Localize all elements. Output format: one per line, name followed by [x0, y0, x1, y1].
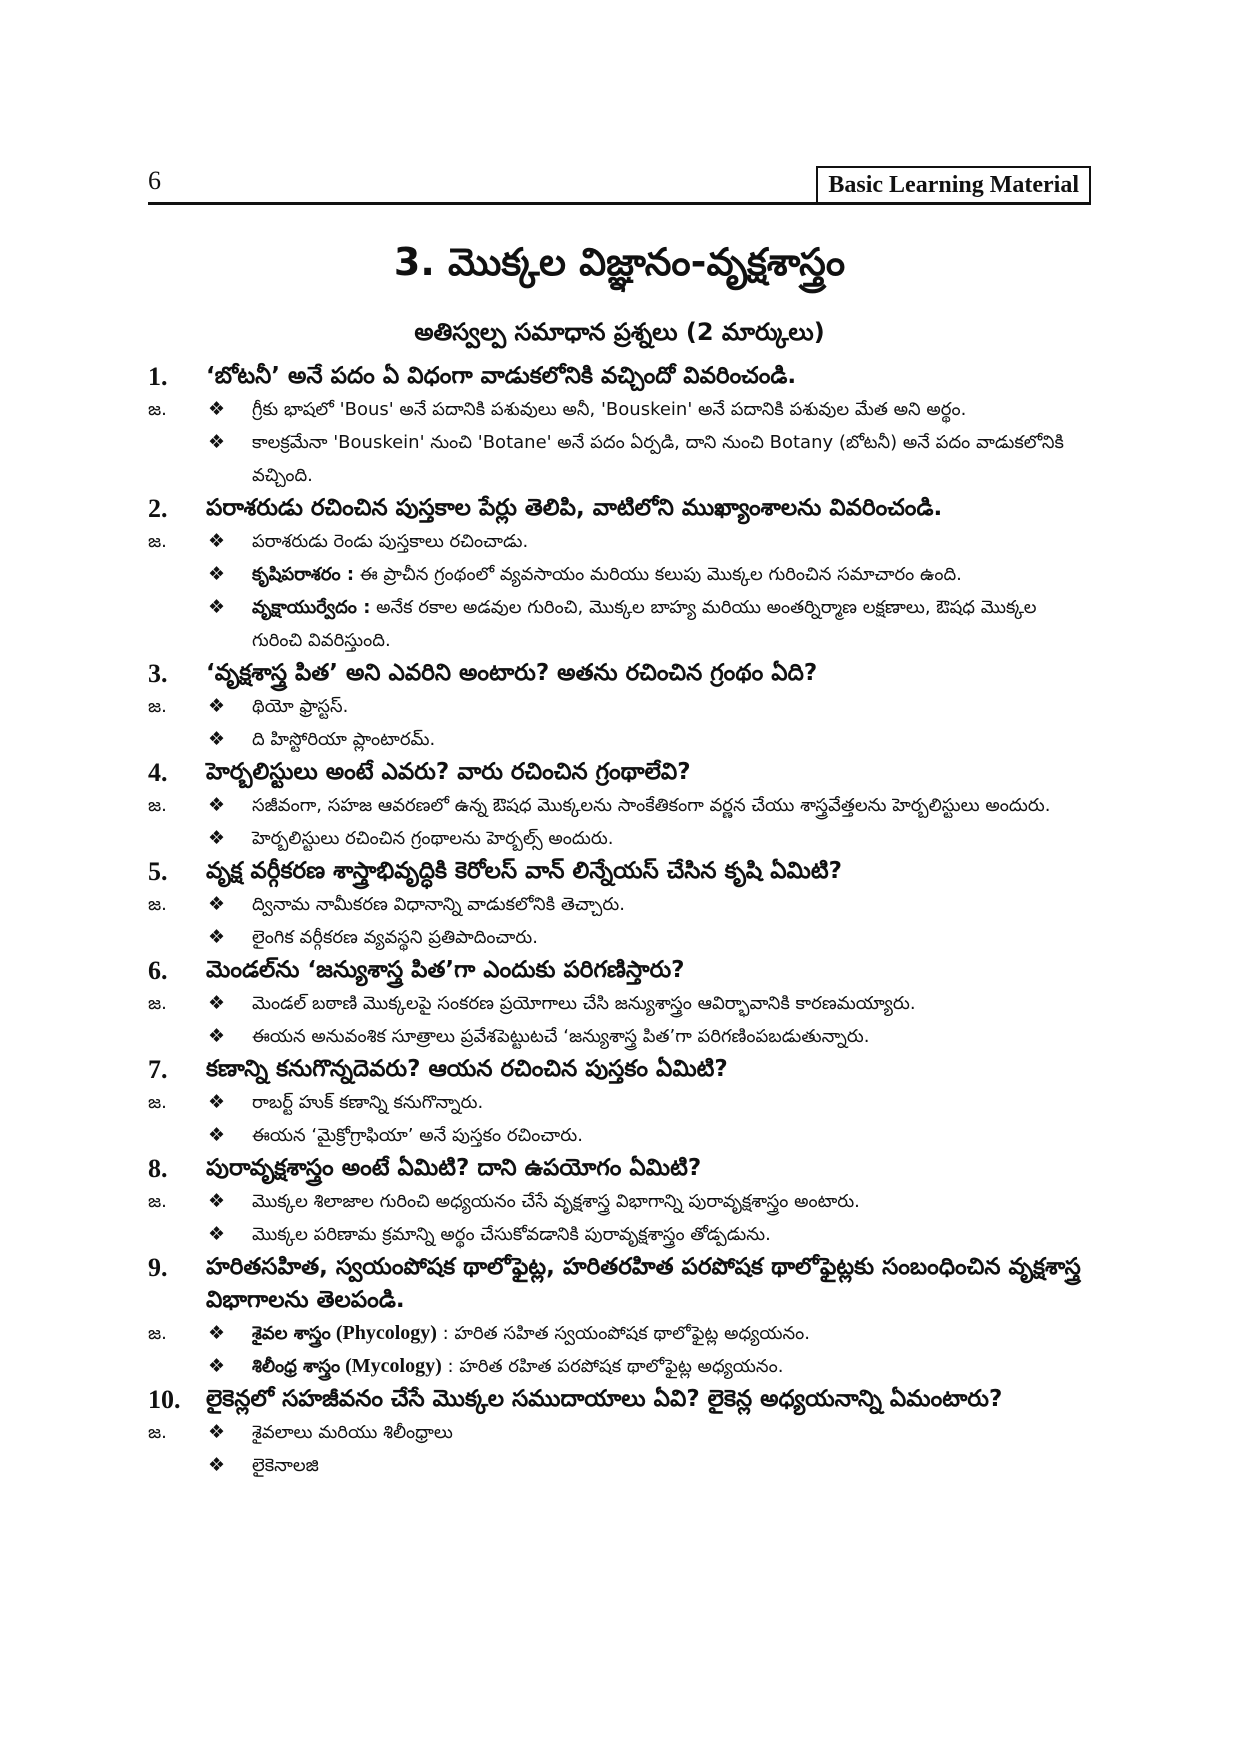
question-text: హెర్బలిస్టులు అంటే ఎవరు? వారు రచించిన గ్రంథాలేవి? [206, 759, 691, 785]
answer-latin-term: (Phycology) [330, 1322, 437, 1344]
question-number: 1. [148, 362, 168, 391]
question-item [148, 1251, 1091, 1317]
answer-label: జ. [148, 399, 167, 420]
answer-text: మొక్కల శిలాజాల గురించి అధ్యయనం చేసే వృక్షశాస్త్ర విభాగాన్ని పురావృక్షశాస్త్రం అంటారు. [252, 1191, 860, 1212]
question-number: 5. [148, 857, 168, 886]
chapter-title: 3. మొక్కల విజ్ఞానం-వృక్షశాస్త్రం [393, 240, 846, 284]
answer-label: జ. [148, 696, 167, 717]
answer-text: శైవలాలు మరియు శిలీంధ్రాలు [252, 1422, 453, 1443]
answer-item [148, 1416, 1091, 1449]
answer-text: రాబర్ట్ హుక్ కణాన్ని కనుగొన్నారు. [252, 1092, 484, 1113]
answer-text: : హరిత సహిత స్వయంపోషక థాలోఫైట్ల అధ్యయనం. [436, 1323, 810, 1344]
answer-item [148, 987, 1091, 1020]
answer-text: ఈ ప్రాచీన గ్రంథంలో వ్యవసాయం మరియు కలుపు మొక్కల గురించిన సమాచారం ఉంది. [354, 564, 962, 585]
answer-item [148, 1119, 1091, 1152]
answer-term: శిలీంధ్ర శాస్త్రం [252, 1356, 341, 1377]
diamond-bullet-icon: ❖ [208, 794, 226, 816]
answer-item [148, 723, 1091, 756]
answer-text: పరాశరుడు రెండు పుస్తకాలు రచించాడు. [252, 531, 529, 552]
diamond-bullet-icon: ❖ [208, 1223, 226, 1245]
diamond-bullet-icon: ❖ [208, 992, 226, 1014]
question-item [148, 1152, 1091, 1185]
question-text: హరితసహిత, స్వయంపోషక థాలోఫైట్ల, హరితరహిత పరపోషక థాలోఫైట్లకు సంబంధించిన వృక్షశాస్త్ర విభాగాలను తెలపండి. [206, 1254, 1081, 1313]
answer-text: గ్రీకు భాషలో 'Bous' అనే పదానికి పశువులు అనీ, 'Bouskein' అనే పదానికి పశువుల మేత అని అర్థం. [252, 399, 967, 420]
answer-text: ఈయన అనువంశిక సూత్రాలు ప్రవేశపెట్టుటచే ‘జన్యుశాస్త్ర పిత’గా పరిగణింపబడుతున్నారు. [252, 1026, 870, 1047]
answer-text: కాలక్రమేనా 'Bouskein' నుంచి 'Botane' అనే పదం ఏర్పడి, దాని నుంచి Botany (బోటనీ) అనే పదం వాడుకలోనికి వచ్చింది. [252, 432, 1064, 486]
diamond-bullet-icon: ❖ [208, 1421, 226, 1443]
diamond-bullet-icon: ❖ [208, 431, 226, 453]
question-item [148, 855, 1091, 888]
answer-text: మెండల్ బఠాణి మొక్కలపై సంకరణ ప్రయోగాలు చేసి జన్యుశాస్త్రం ఆవిర్భావానికి కారణమయ్యారు. [252, 993, 916, 1014]
answer-label: జ. [148, 1323, 167, 1344]
question-item [148, 1053, 1091, 1086]
answer-label: జ. [148, 1191, 167, 1212]
answer-text: లైంగిక వర్గీకరణ వ్యవస్థని ప్రతిపాదించారు. [252, 927, 539, 948]
answer-item [148, 1317, 1091, 1350]
answer-item [148, 426, 1091, 492]
answer-term: కృషిపరాశరం : [252, 564, 355, 585]
answer-label: జ. [148, 531, 167, 552]
question-item [148, 492, 1091, 525]
answer-text: లైకెనాలజి [252, 1455, 319, 1476]
diamond-bullet-icon: ❖ [208, 1124, 226, 1146]
answer-text: ద్వినామ నామీకరణ విధానాన్ని వాడుకలోనికి తెచ్చారు. [252, 894, 625, 915]
question-number: 2. [148, 494, 168, 523]
answer-item [148, 789, 1091, 822]
diamond-bullet-icon: ❖ [208, 563, 226, 585]
question-number: 3. [148, 659, 168, 688]
answer-text: ది హిస్టోరియా ప్లాంటారమ్. [252, 729, 436, 750]
question-item [148, 1383, 1091, 1416]
question-text: పురావృక్షశాస్త్రం అంటే ఏమిటి? దాని ఉపయోగం ఏమిటి? [206, 1155, 702, 1181]
diamond-bullet-icon: ❖ [208, 728, 226, 750]
answer-item [148, 1185, 1091, 1218]
book-label: Basic Learning Material [816, 166, 1091, 202]
diamond-bullet-icon: ❖ [208, 1025, 226, 1047]
diamond-bullet-icon: ❖ [208, 530, 226, 552]
answer-term: వృక్షాయుర్వేదం : [252, 597, 371, 618]
diamond-bullet-icon: ❖ [208, 1454, 226, 1476]
question-number: 6. [148, 956, 168, 985]
answer-text: : హరిత రహిత పరపోషక థాలోఫైట్ల అధ్యయనం. [441, 1356, 784, 1377]
diamond-bullet-icon: ❖ [208, 1322, 226, 1344]
question-item [148, 954, 1091, 987]
question-number: 7. [148, 1055, 168, 1084]
answer-item [148, 393, 1091, 426]
answer-item [148, 1449, 1091, 1482]
diamond-bullet-icon: ❖ [208, 596, 226, 618]
question-item [148, 756, 1091, 789]
diamond-bullet-icon: ❖ [208, 893, 226, 915]
section-title: అతిస్వల్ప సమాధాన ప్రశ్నలు (2 మార్కులు) [414, 318, 825, 346]
answer-item [148, 1020, 1091, 1053]
page-header [148, 166, 1091, 204]
answer-label: జ. [148, 795, 167, 816]
answer-text: థియో ఫ్రాస్టస్. [252, 696, 349, 717]
answer-item [148, 1086, 1091, 1119]
answer-label: జ. [148, 993, 167, 1014]
answer-item [148, 690, 1091, 723]
answer-latin-term: (Mycology) [340, 1355, 442, 1377]
question-text: ‘బోటనీ’ అనే పదం ఏ విధంగా వాడుకలోనికి వచ్చిందో వివరించండి. [206, 363, 797, 389]
answer-item [148, 1218, 1091, 1251]
question-number: 8. [148, 1154, 168, 1183]
question-text: మెండల్‌ను ‘జన్యుశాస్త్ర పిత’గా ఎందుకు పరిగణిస్తారు? [206, 957, 685, 983]
question-item [148, 657, 1091, 690]
answer-label: జ. [148, 894, 167, 915]
header-rule [148, 202, 1091, 205]
page-number: 6 [148, 166, 161, 195]
diamond-bullet-icon: ❖ [208, 1091, 226, 1113]
answer-text: అనేక రకాల అడవుల గురించి, మొక్కల బాహ్య మరియు అంతర్నిర్మాణ లక్షణాలు, ఔషధ మొక్కల గురించి వివరిస్తుంది. [252, 597, 1037, 651]
question-text: పరాశరుడు రచించిన పుస్తకాల పేర్లు తెలిపి, వాటిలోని ముఖ్యాంశాలను వివరించండి. [206, 495, 943, 521]
question-number: 10. [148, 1385, 181, 1414]
answer-item [148, 888, 1091, 921]
answer-item [148, 558, 1091, 591]
answer-label: జ. [148, 1092, 167, 1113]
question-text: ‘వృక్షశాస్త్ర పిత’ అని ఎవరిని అంటారు? అతను రచించిన గ్రంథం ఏది? [206, 660, 818, 686]
question-list [148, 360, 1091, 1482]
answer-term: శైవల శాస్త్రం [252, 1323, 331, 1344]
answer-item [148, 822, 1091, 855]
answer-item [148, 921, 1091, 954]
diamond-bullet-icon: ❖ [208, 926, 226, 948]
answer-item [148, 591, 1091, 657]
diamond-bullet-icon: ❖ [208, 827, 226, 849]
answer-item [148, 525, 1091, 558]
question-text: కణాన్ని కనుగొన్నదెవరు? ఆయన రచించిన పుస్తకం ఏమిటి? [206, 1056, 728, 1082]
answer-item [148, 1350, 1091, 1383]
answer-label: జ. [148, 1422, 167, 1443]
question-text: లైకెన్లలో సహజీవనం చేసే మొక్కల సముదాయాలు ఏవి? లైకెన్ల అధ్యయనాన్ని ఏమంటారు? [206, 1386, 1003, 1412]
answer-text: సజీవంగా, సహజ ఆవరణలో ఉన్న ఔషధ మొక్కలను సాంకేతికంగా వర్ణన చేయు శాస్త్రవేత్తలను హెర్బలిస్టులు అందురు. [252, 795, 1051, 816]
question-text: వృక్ష వర్గీకరణ శాస్త్రాభివృద్ధికి కెరోలస్ వాన్ లిన్నేయస్ చేసిన కృషి ఏమిటి? [206, 858, 842, 884]
question-item [148, 360, 1091, 393]
question-number: 4. [148, 758, 168, 787]
answer-text: మొక్కల పరిణామ క్రమాన్ని అర్థం చేసుకోవడానికి పురావృక్షశాస్త్రం తోడ్పడును. [252, 1224, 771, 1245]
diamond-bullet-icon: ❖ [208, 398, 226, 420]
diamond-bullet-icon: ❖ [208, 1355, 226, 1377]
answer-text: హెర్బలిస్టులు రచించిన గ్రంథాలను హెర్బల్స్ అందురు. [252, 828, 614, 849]
question-number: 9. [148, 1253, 168, 1282]
answer-text: ఈయన ‘మైక్రోగ్రాఫియా’ అనే పుస్తకం రచించారు. [252, 1125, 583, 1146]
diamond-bullet-icon: ❖ [208, 1190, 226, 1212]
diamond-bullet-icon: ❖ [208, 695, 226, 717]
